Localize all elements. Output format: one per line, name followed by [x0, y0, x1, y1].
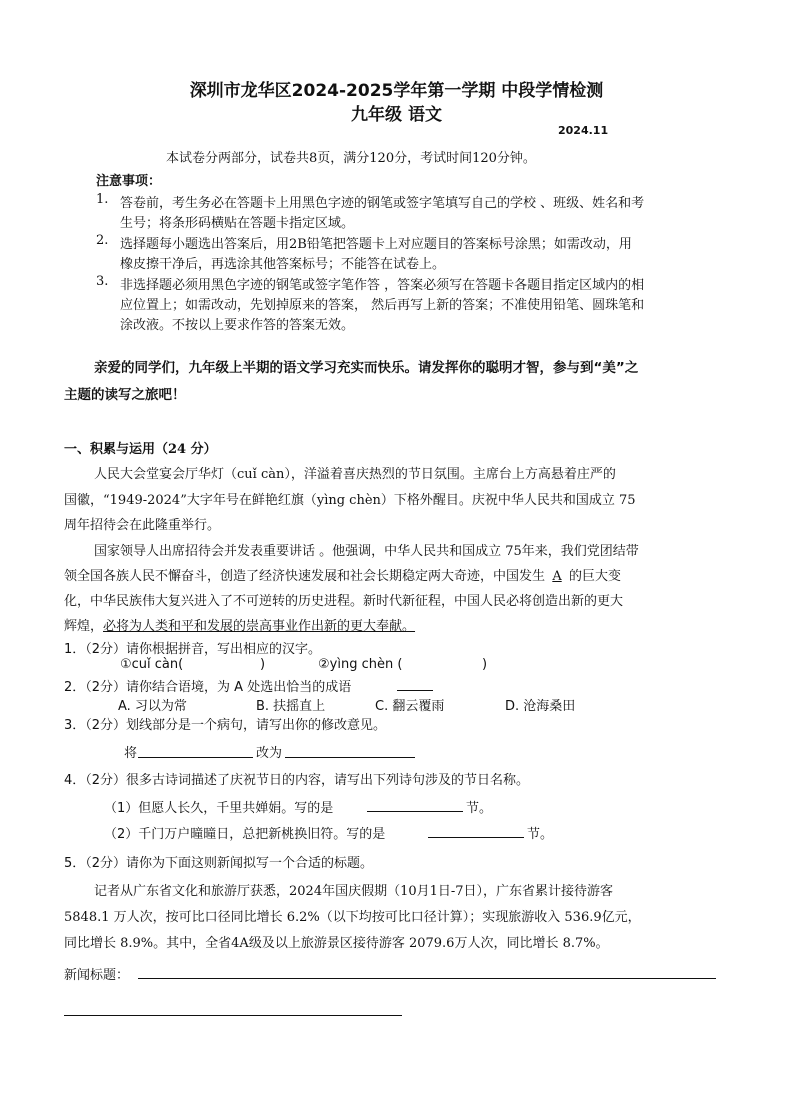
note-number: 3.: [96, 274, 109, 289]
q2-answer-blank[interactable]: [397, 690, 433, 691]
question-4-stem: 4．（2分）很多古诗词描述了庆祝节日的内容，请写出下列诗句涉及的节日名称。: [64, 773, 530, 788]
notes-heading: 注意事项：: [96, 174, 162, 189]
q1-pinyin-a-close: ): [260, 657, 266, 672]
note-text: 非选择题必须用黑色字迹的钢笔或签字笔作答 ，答案必须写在答题卡各题目指定区域内的相: [120, 278, 645, 293]
note-text: 橡皮擦干净后，再选涂其他答案标号；不能答在试卷上。: [120, 257, 446, 272]
q4-item-2: （2）千门万户曈曈日，总把新桃换旧符。写的是: [104, 827, 386, 842]
q3-revision-blank[interactable]: [285, 757, 415, 758]
question-2-stem: 2．（2分）请你结合语境，为 A 处选出恰当的成语: [64, 680, 352, 695]
note-text: 答卷前，考生务必在答题卡上用黑色字迹的钢笔或签字笔填写自己的学校 、班级、姓名和考: [120, 196, 645, 211]
news-line: 5848.1 万人次，按可比口径同比增长 6.2%（以下均按可比口径计算）；实现旅游收入 536.9亿元，: [64, 910, 641, 925]
underlined-sentence: 必将为人类和平和发展的崇高事业作出新的更大奉献。: [103, 619, 416, 634]
exam-subtitle: 九年级 语文: [351, 105, 442, 125]
note-text: 选择题每小题选出答案后，用2B铅笔把答题卡上对应题目的答案标号涂黑；如需改动，用: [120, 237, 632, 252]
question-5-stem: 5．（2分）请你为下面这则新闻拟写一个合适的标题。: [64, 856, 374, 871]
news-line: 记者从广东省文化和旅游厅获悉，2024年国庆假期（10月1日-7日），广东省累计接待游客: [94, 884, 614, 899]
exam-intro: 本试卷分两部分，试卷共8页，满分120分，考试时间120分钟。: [166, 151, 536, 166]
q2-option-c[interactable]: C. 翻云覆雨: [375, 699, 445, 714]
note-number: 1.: [96, 192, 109, 207]
passage-line: [64, 565, 621, 584]
passage-line: 国家领导人出席招待会并发表重要讲话 。他强调，中华人民共和国成立 75年来，我们党团结带: [94, 544, 639, 559]
q4-item-2-end: 节。: [527, 827, 554, 842]
news-title-blank-1[interactable]: [138, 978, 716, 979]
q3-original-blank[interactable]: [138, 757, 253, 758]
q1-pinyin-b: ②yìng chèn (: [318, 657, 403, 672]
note-text: 应位置上；如需改动，先划掉原来的答案， 然后再写上新的答案；不准使用铅笔、圆珠笔和: [120, 298, 645, 313]
news-title-label: 新闻标题：: [64, 968, 130, 983]
blank-a-marker: A: [552, 569, 562, 584]
q3-label-replace: 将: [124, 746, 138, 761]
q2-option-d[interactable]: D. 沧海桑田: [505, 699, 576, 714]
note-number: 2.: [96, 233, 109, 248]
passage-text: 的巨大变: [569, 569, 622, 584]
q4-answer-1-blank[interactable]: [367, 811, 463, 812]
q4-item-1: （1）但愿人长久，千里共婵娟。写的是: [104, 801, 334, 816]
passage-line: 化，中华民族伟大复兴进入了不可逆转的历史进程。新时代新征程，中国人民必将创造出新的更大: [64, 594, 624, 609]
note-text: 生号；将条形码横贴在答题卡指定区域。: [120, 216, 355, 231]
passage-line: [64, 615, 419, 634]
news-line: 同比增长 8.9%。其中，全省4A级及以上旅游景区接待游客 2079.6万人次，同比增长 8.7%。: [64, 936, 609, 951]
q1-pinyin-a: ①cuǐ càn(: [120, 657, 184, 672]
q3-label-change-to: 改为: [256, 746, 283, 761]
news-title-blank-2[interactable]: [64, 1015, 402, 1016]
q4-item-1-end: 节。: [466, 801, 493, 816]
greeting-line: 主题的读写之旅吧！: [64, 387, 186, 403]
passage-text: 辉煌，: [64, 619, 104, 634]
exam-date: 2024.11: [558, 124, 609, 137]
question-1-stem: 1．（2分）请你根据拼音，写出相应的汉字。: [64, 642, 322, 657]
passage-line: 周年招待会在此隆重举行。: [64, 518, 221, 533]
note-text: 涂改液。不按以上要求作答的答案无效。: [120, 318, 355, 333]
passage-text: 领全国各族人民不懈奋斗，创造了经济快速发展和社会长期稳定两大奇迹，中国发生: [64, 569, 546, 584]
q4-answer-2-blank[interactable]: [428, 837, 524, 838]
q1-pinyin-b-close: ): [482, 657, 488, 672]
q2-option-a[interactable]: A. 习以为常: [118, 699, 187, 714]
exam-title: 深圳市龙华区2024-2025学年第一学期 中段学情检测: [189, 81, 604, 101]
greeting-line: 亲爱的同学们，九年级上半期的语文学习充实而快乐。请发挥你的聪明才智，参与到“美”之: [94, 360, 639, 376]
passage-line: 人民大会堂宴会厅华灯（cuǐ càn），洋溢着喜庆热烈的节日氛围。主席台上方高悬着庄严的: [94, 467, 616, 482]
question-3-stem: 3．（2分）划线部分是一个病句，请写出你的修改意见。: [64, 718, 387, 733]
passage-line: 国徽，“1949-2024”大字年号在鲜艳红旗（yìng chèn）下格外醒目。庆祝中华人民共和国成立 75: [64, 493, 636, 508]
section-heading: 一、积累与运用（24 分）: [64, 442, 217, 457]
q2-option-b[interactable]: B. 扶摇直上: [256, 699, 326, 714]
